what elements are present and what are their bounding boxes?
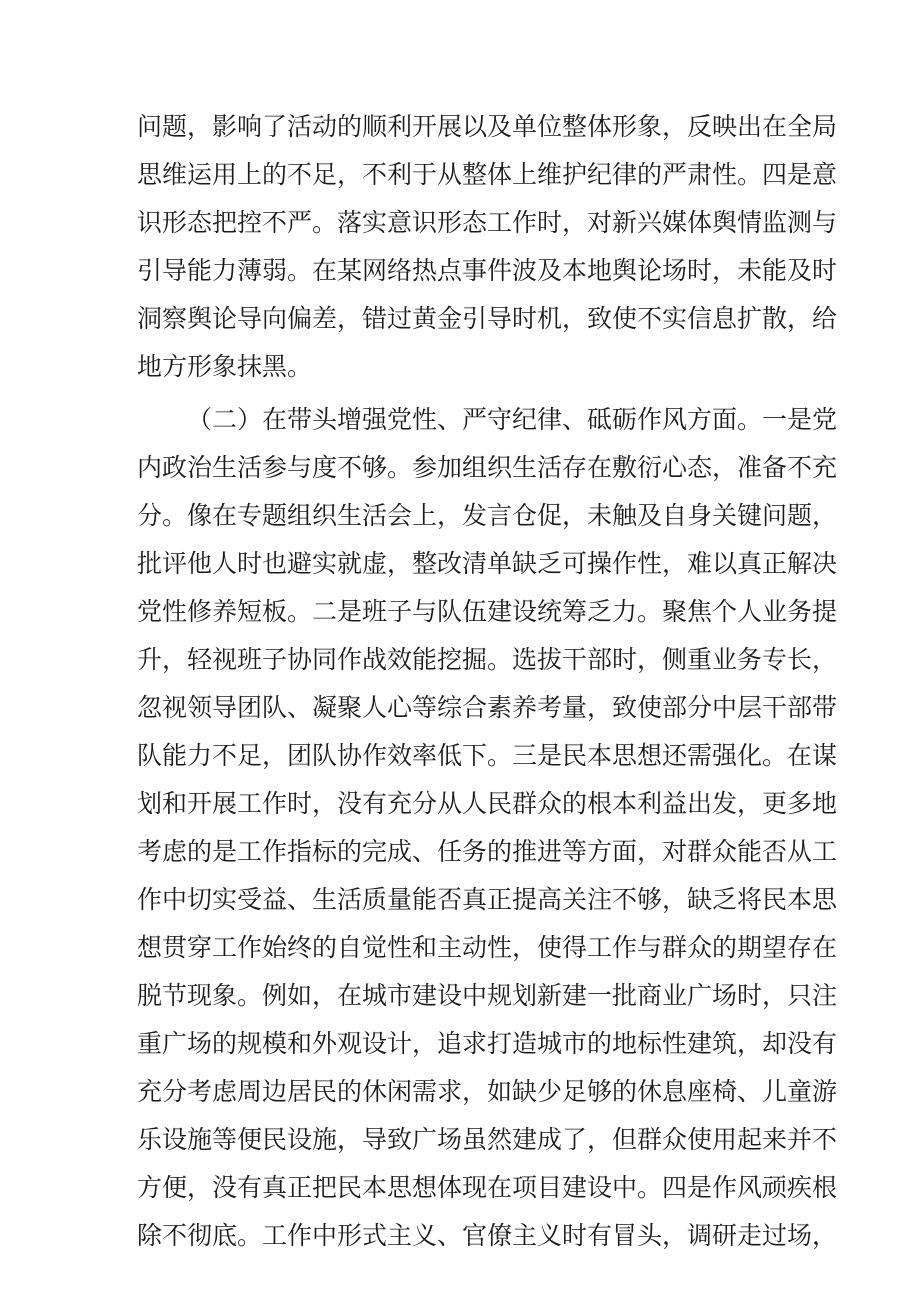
paragraph-line: 问题，影响了活动的顺利开展以及单位整体形象，反映出在全局 — [137, 112, 838, 141]
paragraph-line: 乐设施等便民设施，导致广场虽然建成了，但群众使用起来并不 — [137, 1125, 838, 1154]
paragraph-line: 充分考虑周边居民的休闲需求，如缺少足够的休息座椅、儿童游 — [137, 1077, 838, 1106]
paragraph-line: 引导能力薄弱。在某网络热点事件波及本地舆论场时，未能及时 — [137, 256, 838, 285]
paragraph-line: 内政治生活参与度不够。参加组织生活存在敷衍心态，准备不充 — [137, 453, 838, 482]
paragraph-line: 识形态把控不严。落实意识形态工作时，对新兴媒体舆情监测与 — [137, 208, 838, 237]
paragraph-line: 脱节现象。例如，在城市建设中规划新建一批商业广场时，只注 — [137, 981, 838, 1010]
paragraph-line: 想贯穿工作始终的自觉性和主动性，使得工作与群众的期望存在 — [137, 933, 838, 962]
paragraph-line: 洞察舆论导向偏差，错过黄金引导时机，致使不实信息扩散，给 — [137, 304, 838, 333]
paragraph-line: 党性修养短板。二是班子与队伍建设统筹乏力。聚焦个人业务提 — [137, 597, 838, 626]
section-heading-line: （二）在带头增强党性、严守纪律、砥砺作风方面。一是党 — [187, 405, 838, 434]
paragraph-line: 队能力不足，团队协作效率低下。三是民本思想还需强化。在谋 — [137, 741, 838, 770]
paragraph-line: 思维运用上的不足，不利于从整体上维护纪律的严肃性。四是意 — [137, 160, 838, 189]
paragraph-line: 方便，没有真正把民本思想体现在项目建设中。四是作风顽疾根 — [137, 1173, 838, 1202]
paragraph-line: 分。像在专题组织生活会上，发言仓促，未触及自身关键问题， — [137, 501, 838, 530]
paragraph-line: 忽视领导团队、凝聚人心等综合素养考量，致使部分中层干部带 — [137, 693, 838, 722]
paragraph-line: 除不彻底。工作中形式主义、官僚主义时有冒头，调研走过场， — [137, 1221, 838, 1250]
paragraph-line: 划和开展工作时，没有充分从人民群众的根本利益出发，更多地 — [137, 789, 838, 818]
paragraph-line: 考虑的是工作指标的完成、任务的推进等方面，对群众能否从工 — [137, 837, 838, 866]
paragraph-line: 重广场的规模和外观设计，追求打造城市的地标性建筑，却没有 — [137, 1029, 838, 1058]
paragraph-line: 升，轻视班子协同作战效能挖掘。选拔干部时，侧重业务专长， — [137, 645, 838, 674]
paragraph-line: 作中切实受益、生活质量能否真正提高关注不够，缺乏将民本思 — [137, 885, 838, 914]
paragraph-line: 地方形象抹黑。 — [137, 352, 313, 381]
paragraph-line: 批评他人时也避实就虚，整改清单缺乏可操作性，难以真正解决 — [137, 549, 838, 578]
